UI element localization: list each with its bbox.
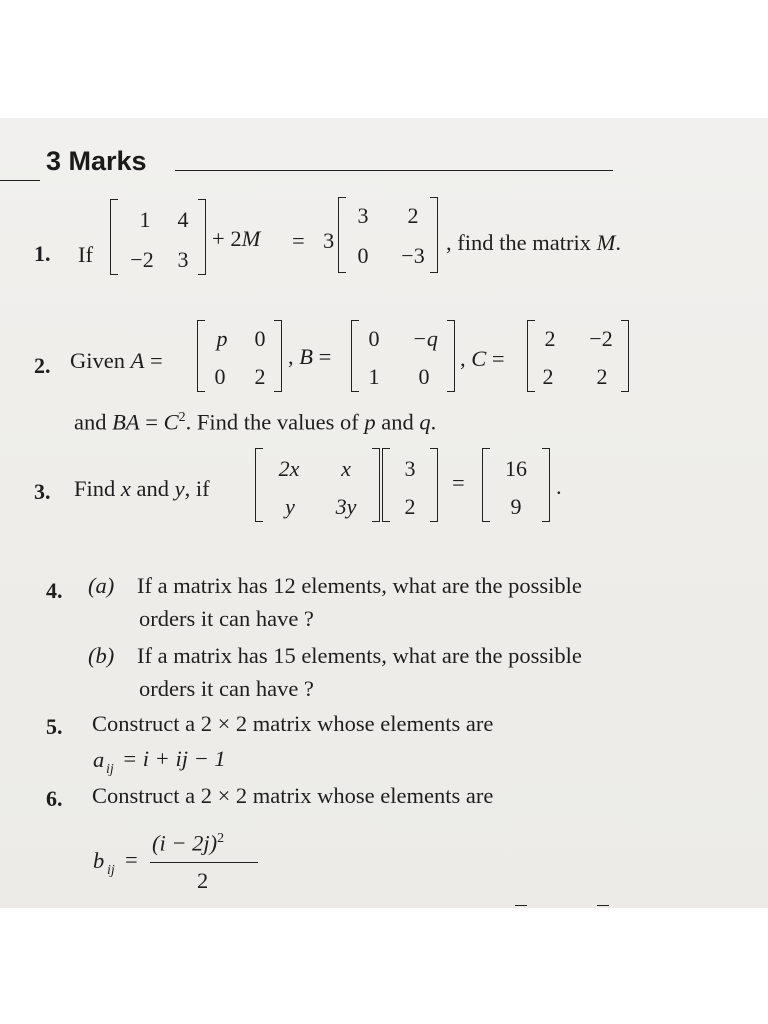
fraction-bar [150,862,258,863]
q5-rhs: = i + ij − 1 [122,746,226,771]
q3-find [74,478,210,501]
q6-line1: Construct a 2 × 2 matrix whose elements are [92,783,494,808]
scan-mark [597,905,609,906]
q3-matrix-right [482,448,550,522]
q6-denominator: 2 [197,868,209,893]
q2-comma-b: , [288,344,294,369]
q3-matrix-mid [382,448,438,522]
matrix-cell: 1 [368,364,380,389]
q2-c2-exp: 2 [178,410,186,425]
q2-matrix-b [351,320,455,392]
q2-number: 2. [34,353,51,378]
matrix-cell: 1 [139,207,151,232]
matrix-cell-text: y [285,494,295,519]
q1-equals: = [292,228,305,253]
q2-given [70,350,163,373]
matrix-cell: 9 [510,494,522,519]
q3-and: and [136,476,170,501]
q2-line2 [74,411,436,434]
section-title: 3 Marks [46,146,147,176]
q2-c-label [460,348,505,371]
matrix-cell: 3 [177,247,189,272]
q1-tail-m: M [596,230,616,255]
q6-number: 6. [46,786,63,811]
matrix-cell [331,458,361,480]
q3-find-word: Find [74,476,116,501]
q2-c-name: C [471,346,487,371]
q4-b-line2: orders it can have ? [139,676,314,701]
matrix-cell: 2 [544,326,556,351]
q1-tail [446,232,621,255]
q4-number: 4. [46,578,63,603]
q1-plus-2m [212,228,260,251]
q2-dot: . [430,409,437,435]
scan-mark [515,905,527,906]
section-rule [175,170,613,171]
q3-y: y [174,476,185,501]
q2-a-name: A [130,348,145,373]
matrix-cell: 2 [254,364,266,389]
q1-tail-text: , find the matrix [446,230,591,255]
matrix-cell: −2 [589,326,613,351]
q4-a-line2: orders it can have ? [139,606,314,631]
q2-comma-c: , [460,346,466,371]
q2-and-word: and [74,409,107,435]
q4-b-label: (b) [88,643,115,668]
q1-number: 1. [34,241,51,266]
matrix-cell-text: x [341,456,351,481]
matrix-cell-text: 2x [278,456,300,481]
q6-b: b [93,848,105,873]
q3-x: x [120,476,131,501]
matrix-cell: 2 [596,364,608,389]
matrix-cell-text: 3y [335,494,357,519]
matrix-cell: −3 [401,243,425,268]
q5-sub: ij [106,762,114,777]
q6-exp: 2 [217,831,225,846]
q4-a-line1: If a matrix has 12 elements, what are the possible [137,573,582,598]
q2-b-label [288,346,331,369]
matrix-cell: 0 [254,326,266,351]
matrix-cell: 0 [418,364,430,389]
matrix-cell: −2 [130,247,154,272]
q6-equals: = [125,847,138,872]
matrix-cell [323,496,369,518]
matrix-cell: 16 [505,456,527,481]
q2-eq-ba: = [145,409,158,435]
matrix-cell: 2 [407,203,419,228]
matrix-cell [275,496,305,518]
margin-dash [0,180,40,181]
q2-given-word: Given [70,348,125,373]
matrix-cell: p [216,326,228,351]
matrix-cell [269,458,309,480]
q2-find-text: . Find the values of [185,409,359,435]
matrix-cell: 3 [404,456,416,481]
q2-eq-b: = [318,344,332,369]
q6-sub: ij [107,863,115,878]
q3-equals: = [452,470,465,495]
q1-plus: + 2 [212,226,242,251]
q2-matrix-a [197,320,282,392]
matrix-cell: 0 [357,243,369,268]
q2-eq-a: = [150,348,163,373]
q5-line1: Construct a 2 × 2 matrix whose elements are [92,711,494,736]
matrix-cell: 0 [368,326,380,351]
q3-if: , if [184,476,210,501]
matrix-cell: 2 [542,364,554,389]
q2-p: p [364,409,376,435]
matrix-cell: 2 [404,494,416,519]
q1-dot: . [615,230,621,255]
matrix-cell: 3 [357,203,369,228]
q2-b-name: B [299,344,313,369]
q2-q: q [419,409,431,435]
q2-eq-c: = [491,346,505,371]
q1-scalar: 3 [323,228,335,253]
q3-dot: . [556,474,562,499]
q5-number: 5. [46,714,63,739]
q1-matrix-b [338,197,438,273]
q2-matrix-c [527,320,629,392]
q4-b-line1: If a matrix has 15 elements, what are the possible [137,643,582,668]
q3-matrix-left [255,448,380,522]
q1-m: M [241,226,261,251]
q2-c2: C [163,409,179,435]
q4-a-label: (a) [88,573,115,598]
matrix-cell: 0 [214,364,226,389]
matrix-cell: −q [412,326,438,351]
q1-if: If [78,242,93,267]
q6-numerator-text: (i − 2j) [152,830,218,856]
q1-matrix-a [110,199,206,275]
q3-number: 3. [34,479,51,504]
q2-and: and [381,409,414,435]
matrix-cell: 4 [177,207,189,232]
q5-a: a [93,747,105,772]
q2-ba: BA [112,409,140,435]
q6-numerator [152,832,224,855]
